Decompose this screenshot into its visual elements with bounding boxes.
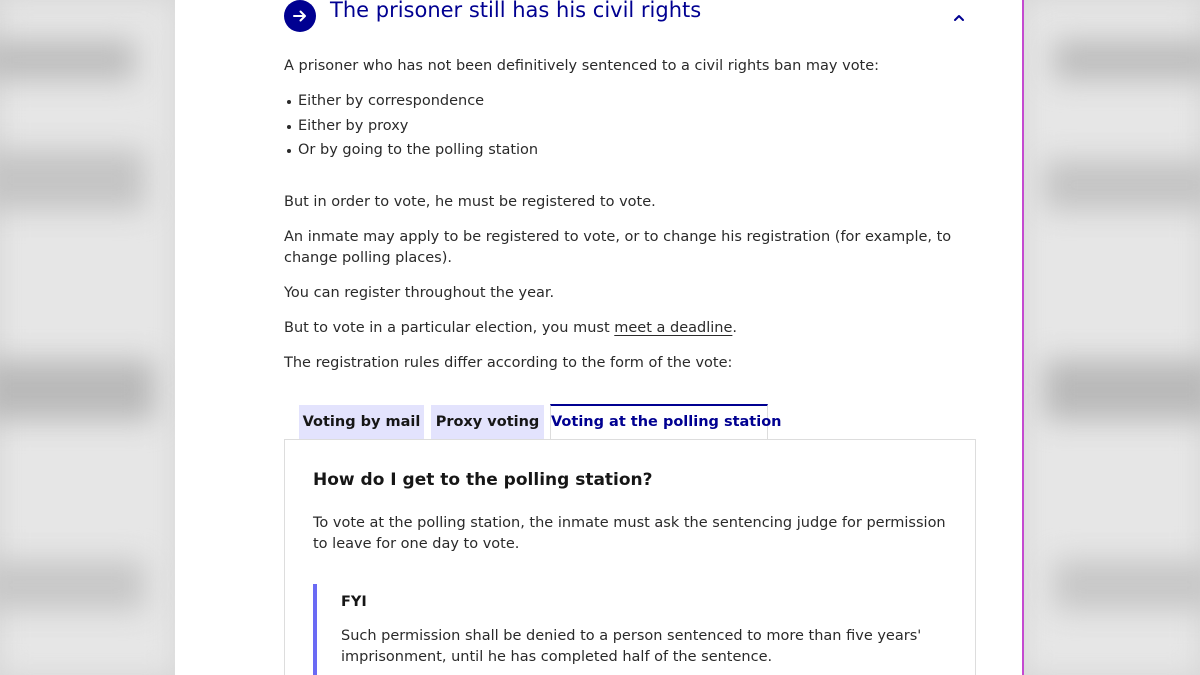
panel-heading: How do I get to the polling station? [313,470,653,490]
list-item: Or by going to the polling station [284,138,538,163]
chevron-up-icon[interactable] [952,8,966,27]
apply-registration-text: An inmate may apply to be registered to vote, or to change his registration (for example, to change polling places). [284,229,952,266]
intro-text: A prisoner who has not been definitively sentenced to a civil rights ban may vote: [284,58,880,74]
page-edge-divider [1022,0,1024,675]
callout-title: FYI [341,594,367,610]
callout-text: Such permission shall be denied to a person sentenced to more than five years' imprisonment, until he has completed half of the sentence. [341,628,922,665]
deadline-text [284,318,976,339]
accordion-header[interactable] [284,0,976,32]
vote-methods-list [284,89,538,163]
registration-required-text: But in order to vote, he must be registered to vote. [284,194,656,210]
article-page [175,0,1023,675]
tab-voting-at-polling-station[interactable]: Voting at the polling station [550,404,768,440]
registration-rules-text: The registration rules differ according to the form of the vote: [284,355,733,371]
arrow-right-icon [284,0,316,32]
deadline-prefix: But to vote in a particular election, you must [284,320,615,336]
panel-text: To vote at the polling station, the inmate must ask the sentencing judge for permission to leave for one day to vote. [313,515,946,552]
blurred-background-right [1024,0,1200,675]
fyi-callout [313,584,957,675]
blurred-background-left [0,0,175,675]
register-anytime-text: You can register throughout the year. [284,285,555,301]
tab-panel [284,439,976,675]
tab-voting-by-mail[interactable]: Voting by mail [299,405,424,439]
accordion-title[interactable]: The prisoner still has his civil rights [330,0,702,22]
list-item: Either by correspondence [284,89,538,114]
meet-deadline-link[interactable]: meet a deadline [614,320,733,336]
list-item: Either by proxy [284,114,538,139]
deadline-suffix: . [732,320,738,336]
tab-proxy-voting[interactable]: Proxy voting [431,405,544,439]
